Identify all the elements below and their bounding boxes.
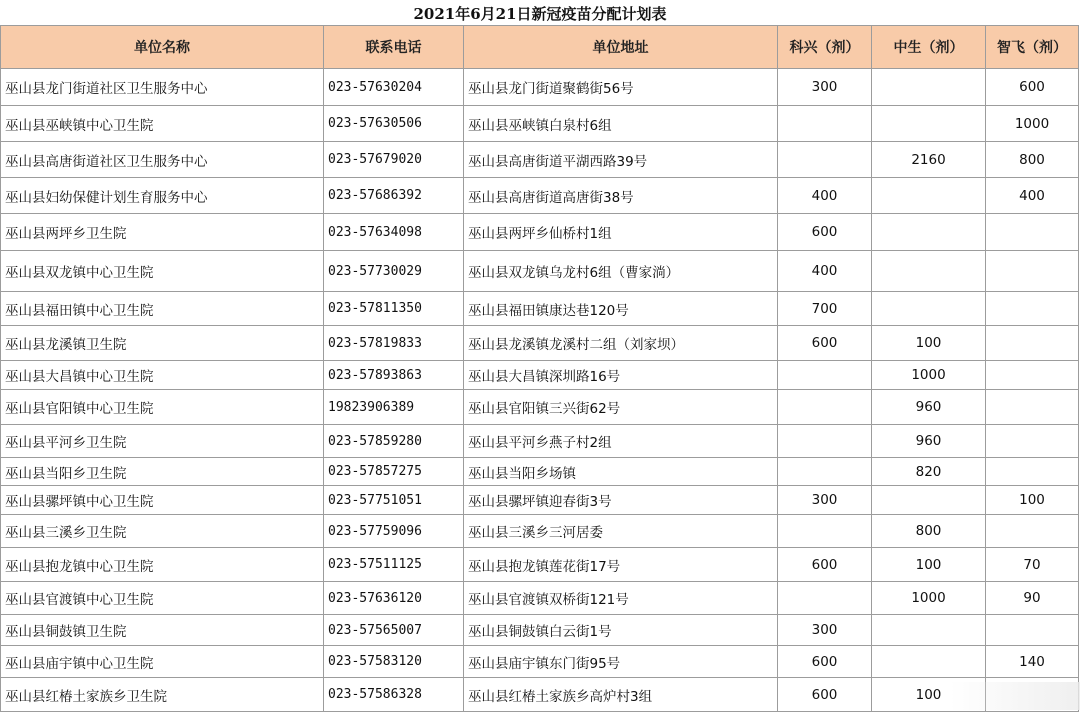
table-row xyxy=(1,251,1079,292)
cell-zhifei[interactable] xyxy=(986,390,1079,425)
cell-zhifei[interactable]: 140 xyxy=(986,646,1079,678)
cell-phone[interactable]: 023-57679020 xyxy=(324,142,464,178)
cell-kexing[interactable] xyxy=(778,458,872,486)
cell-zhongsheng[interactable] xyxy=(872,646,986,678)
cell-kexing[interactable]: 300 xyxy=(778,615,872,646)
cell-address[interactable]: 巫山县龙门街道聚鹤街56号 xyxy=(464,69,778,106)
table-row xyxy=(1,425,1079,458)
table-row xyxy=(1,548,1079,582)
cell-phone[interactable]: 023-57636120 xyxy=(324,582,464,615)
cell-zhifei[interactable]: 400 xyxy=(986,178,1079,214)
table-row xyxy=(1,106,1079,142)
cell-kexing[interactable] xyxy=(778,515,872,548)
cell-phone[interactable]: 023-57819833 xyxy=(324,326,464,361)
cell-unit-name[interactable]: 巫山县巫峡镇中心卫生院 xyxy=(1,106,324,142)
table-row xyxy=(1,178,1079,214)
cell-unit-name[interactable]: 巫山县妇幼保健计划生育服务中心 xyxy=(1,178,324,214)
cell-zhongsheng[interactable]: 2160 xyxy=(872,142,986,178)
cell-kexing[interactable] xyxy=(778,390,872,425)
table-row xyxy=(1,142,1079,178)
cell-address[interactable]: 巫山县龙溪镇龙溪村二组（刘家坝） xyxy=(464,326,778,361)
cell-kexing[interactable] xyxy=(778,106,872,142)
cell-kexing[interactable]: 400 xyxy=(778,178,872,214)
cell-unit-name[interactable]: 巫山县龙溪镇卫生院 xyxy=(1,326,324,361)
cell-address[interactable]: 巫山县高唐街道平湖西路39号 xyxy=(464,142,778,178)
cell-kexing[interactable] xyxy=(778,361,872,390)
table-row xyxy=(1,292,1079,326)
cell-phone[interactable]: 023-57811350 xyxy=(324,292,464,326)
cell-zhongsheng[interactable]: 1000 xyxy=(872,361,986,390)
cell-unit-name[interactable]: 巫山县龙门街道社区卫生服务中心 xyxy=(1,69,324,106)
cell-zhifei[interactable]: 90 xyxy=(986,582,1079,615)
table-row xyxy=(1,458,1079,486)
cell-address[interactable]: 巫山县福田镇康达巷120号 xyxy=(464,292,778,326)
cell-zhifei[interactable] xyxy=(986,251,1079,292)
table-row xyxy=(1,214,1079,251)
cell-zhongsheng[interactable]: 960 xyxy=(872,390,986,425)
table-row xyxy=(1,486,1079,515)
cell-phone[interactable]: 023-57511125 xyxy=(324,548,464,582)
cell-phone[interactable]: 023-57751051 xyxy=(324,486,464,515)
col-header-name[interactable]: 单位名称 xyxy=(1,26,324,69)
cell-phone[interactable]: 023-57893863 xyxy=(324,361,464,390)
cell-kexing[interactable] xyxy=(778,142,872,178)
cell-zhongsheng[interactable] xyxy=(872,486,986,515)
cell-zhongsheng[interactable]: 100 xyxy=(872,678,986,712)
col-header-zhongsheng[interactable]: 中生（剂） xyxy=(872,26,986,69)
cell-zhongsheng[interactable] xyxy=(872,251,986,292)
cell-kexing[interactable]: 300 xyxy=(778,69,872,106)
cell-address[interactable]: 巫山县大昌镇深圳路16号 xyxy=(464,361,778,390)
cell-unit-name[interactable]: 巫山县高唐街道社区卫生服务中心 xyxy=(1,142,324,178)
cell-zhifei[interactable]: 800 xyxy=(986,142,1079,178)
cell-zhongsheng[interactable]: 960 xyxy=(872,425,986,458)
cell-zhongsheng[interactable] xyxy=(872,615,986,646)
cell-zhifei[interactable] xyxy=(986,615,1079,646)
cell-kexing[interactable]: 300 xyxy=(778,486,872,515)
cell-unit-name[interactable]: 巫山县庙宇镇中心卫生院 xyxy=(1,646,324,678)
cell-phone[interactable]: 023-57565007 xyxy=(324,615,464,646)
cell-zhifei[interactable]: 600 xyxy=(986,69,1079,106)
cell-zhifei[interactable] xyxy=(986,292,1079,326)
col-header-phone[interactable]: 联系电话 xyxy=(324,26,464,69)
vaccine-allocation-table xyxy=(0,25,1079,712)
sheet-title: 2021年6月21日新冠疫苗分配计划表 xyxy=(413,5,667,23)
cell-address[interactable]: 巫山县巫峡镇白泉村6组 xyxy=(464,106,778,142)
cell-zhongsheng[interactable]: 100 xyxy=(872,548,986,582)
cell-phone[interactable]: 023-57759096 xyxy=(324,515,464,548)
cell-unit-name[interactable]: 巫山县骡坪镇中心卫生院 xyxy=(1,486,324,515)
cell-zhifei[interactable]: 70 xyxy=(986,548,1079,582)
col-header-kexing[interactable]: 科兴（剂） xyxy=(778,26,872,69)
cell-unit-name[interactable]: 巫山县红椿土家族乡卫生院 xyxy=(1,678,324,712)
cell-unit-name[interactable]: 巫山县当阳乡卫生院 xyxy=(1,458,324,486)
header-row xyxy=(1,26,1079,69)
cell-unit-name[interactable]: 巫山县福田镇中心卫生院 xyxy=(1,292,324,326)
cell-unit-name[interactable]: 巫山县平河乡卫生院 xyxy=(1,425,324,458)
cell-address[interactable]: 巫山县抱龙镇莲花街17号 xyxy=(464,548,778,582)
table-row xyxy=(1,69,1079,106)
cell-unit-name[interactable]: 巫山县双龙镇中心卫生院 xyxy=(1,251,324,292)
cell-unit-name[interactable]: 巫山县三溪乡卫生院 xyxy=(1,515,324,548)
cell-zhifei[interactable] xyxy=(986,425,1079,458)
cell-phone[interactable]: 023-57583120 xyxy=(324,646,464,678)
cell-unit-name[interactable]: 巫山县铜鼓镇卫生院 xyxy=(1,615,324,646)
table-row xyxy=(1,615,1079,646)
cell-zhifei[interactable]: 1000 xyxy=(986,106,1079,142)
cell-address[interactable]: 巫山县三溪乡三河居委 xyxy=(464,515,778,548)
cell-zhifei[interactable] xyxy=(986,361,1079,390)
cell-kexing[interactable]: 600 xyxy=(778,548,872,582)
cell-kexing[interactable]: 600 xyxy=(778,326,872,361)
cell-zhifei[interactable] xyxy=(986,458,1079,486)
cell-zhifei[interactable] xyxy=(986,515,1079,548)
cell-address[interactable]: 巫山县双龙镇乌龙村6组（曹家淌） xyxy=(464,251,778,292)
cell-kexing[interactable]: 700 xyxy=(778,292,872,326)
col-header-address[interactable]: 单位地址 xyxy=(464,26,778,69)
cell-unit-name[interactable]: 巫山县抱龙镇中心卫生院 xyxy=(1,548,324,582)
table-row xyxy=(1,326,1079,361)
cell-kexing[interactable]: 600 xyxy=(778,214,872,251)
cell-address[interactable]: 巫山县当阳乡场镇 xyxy=(464,458,778,486)
cell-address[interactable]: 巫山县红椿土家族乡高炉村3组 xyxy=(464,678,778,712)
cell-kexing[interactable]: 600 xyxy=(778,646,872,678)
cell-phone[interactable]: 023-57686392 xyxy=(324,178,464,214)
cell-kexing[interactable]: 600 xyxy=(778,678,872,712)
cell-zhongsheng[interactable] xyxy=(872,214,986,251)
cell-zhongsheng[interactable]: 100 xyxy=(872,326,986,361)
cell-address[interactable]: 巫山县庙宇镇东门街95号 xyxy=(464,646,778,678)
cell-zhifei[interactable] xyxy=(986,214,1079,251)
table-row xyxy=(1,515,1079,548)
cell-address[interactable]: 巫山县官渡镇双桥街121号 xyxy=(464,582,778,615)
cell-zhongsheng[interactable] xyxy=(872,69,986,106)
cell-phone[interactable]: 023-57586328 xyxy=(324,678,464,712)
cell-unit-name[interactable]: 巫山县两坪乡卫生院 xyxy=(1,214,324,251)
cell-address[interactable]: 巫山县骡坪镇迎春街3号 xyxy=(464,486,778,515)
cell-phone[interactable]: 023-57730029 xyxy=(324,251,464,292)
cell-zhifei[interactable] xyxy=(986,678,1079,712)
cell-zhongsheng[interactable] xyxy=(872,106,986,142)
cell-address[interactable]: 巫山县高唐街道高唐街38号 xyxy=(464,178,778,214)
cell-kexing[interactable] xyxy=(778,425,872,458)
cell-address[interactable]: 巫山县平河乡燕子村2组 xyxy=(464,425,778,458)
cell-phone[interactable]: 023-57859280 xyxy=(324,425,464,458)
cell-zhongsheng[interactable]: 820 xyxy=(872,458,986,486)
table-body xyxy=(1,69,1079,712)
cell-kexing[interactable]: 400 xyxy=(778,251,872,292)
cell-address[interactable]: 巫山县官阳镇三兴街62号 xyxy=(464,390,778,425)
cell-address[interactable]: 巫山县两坪乡仙桥村1组 xyxy=(464,214,778,251)
cell-zhongsheng[interactable] xyxy=(872,178,986,214)
cell-phone[interactable]: 19823906389 xyxy=(324,390,464,425)
cell-zhongsheng[interactable]: 1000 xyxy=(872,582,986,615)
cell-phone[interactable]: 023-57630506 xyxy=(324,106,464,142)
table-row xyxy=(1,646,1079,678)
cell-kexing[interactable] xyxy=(778,582,872,615)
table-row xyxy=(1,582,1079,615)
cell-phone[interactable]: 023-57857275 xyxy=(324,458,464,486)
cell-phone[interactable]: 023-57630204 xyxy=(324,69,464,106)
cell-zhongsheng[interactable] xyxy=(872,292,986,326)
table-row xyxy=(1,678,1079,712)
cell-phone[interactable]: 023-57634098 xyxy=(324,214,464,251)
table-row xyxy=(1,361,1079,390)
cell-zhifei[interactable]: 100 xyxy=(986,486,1079,515)
cell-zhifei[interactable] xyxy=(986,326,1079,361)
cell-unit-name[interactable]: 巫山县官渡镇中心卫生院 xyxy=(1,582,324,615)
cell-unit-name[interactable]: 巫山县大昌镇中心卫生院 xyxy=(1,361,324,390)
cell-unit-name[interactable]: 巫山县官阳镇中心卫生院 xyxy=(1,390,324,425)
col-header-zhifei[interactable]: 智飞（剂） xyxy=(986,26,1079,69)
cell-address[interactable]: 巫山县铜鼓镇白云街1号 xyxy=(464,615,778,646)
table-row xyxy=(1,390,1079,425)
cell-zhongsheng[interactable]: 800 xyxy=(872,515,986,548)
